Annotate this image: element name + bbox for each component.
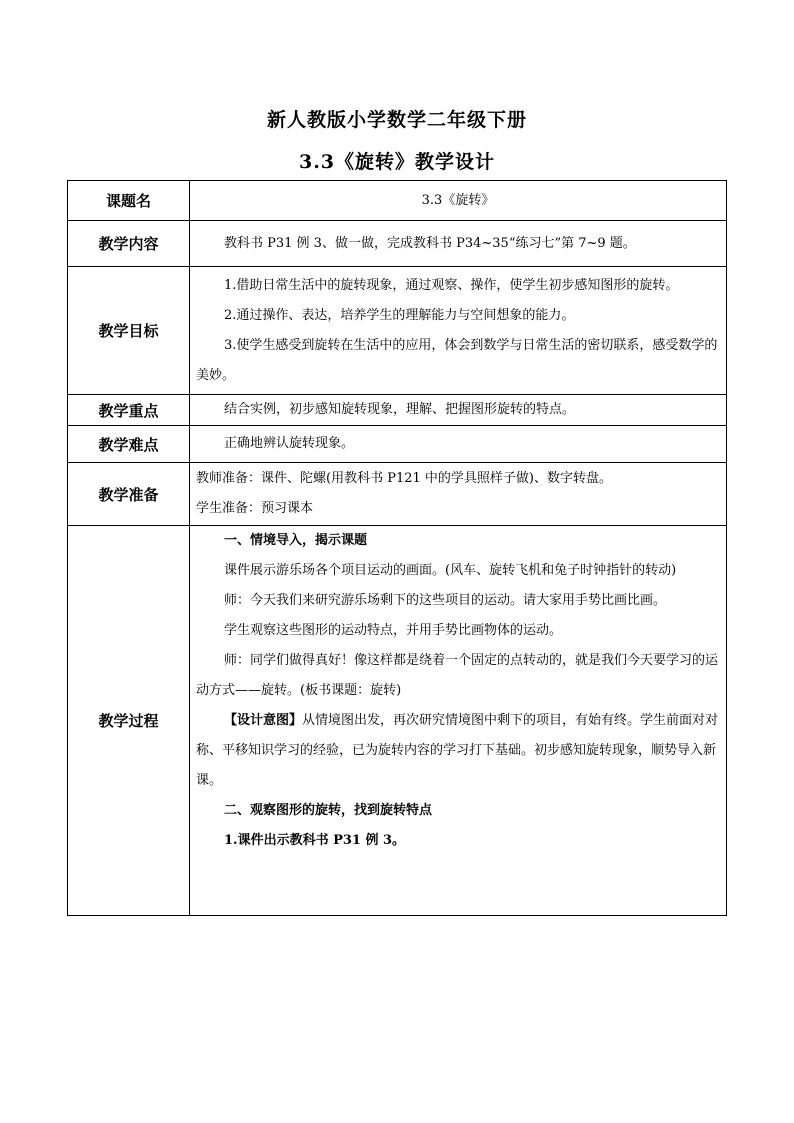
process-section-heading: 二、观察图形的旋转，找到旋转特点 xyxy=(224,803,433,818)
row-difficulties xyxy=(68,426,727,463)
goal-item: 3.使学生感受到旋转在生活中的应用，体会到数学与日常生活的密切联系，感受数学的美妙。 xyxy=(196,337,718,383)
key-points-value: 结合实例，初步感知旋转现象，理解、把握图形旋转的特点。 xyxy=(190,395,727,426)
topic-label: 课题名 xyxy=(68,181,190,221)
goal-item: 1.借助日常生活中的旋转现象，通过观察、操作，使学生初步感知图形的旋转。 xyxy=(224,277,679,293)
document-subtitle: 3.3《旋转》教学设计 xyxy=(298,151,496,173)
content-value: 教科书 P31 例 3、做一做，完成教科书 P34~35“练习七”第 7~9 题。 xyxy=(190,221,727,267)
row-process xyxy=(68,526,727,916)
row-preparation xyxy=(68,463,727,526)
process-paragraph: 师：今天我们来研究游乐场剩下的这些项目的运动。请大家用手势比画比画。 xyxy=(224,593,667,608)
process-step: 1.课件出示教科书 P31 例 3。 xyxy=(224,833,406,848)
difficulties-value: 正确地辨认旋转现象。 xyxy=(190,426,727,463)
lesson-plan-table xyxy=(67,180,727,916)
row-content xyxy=(68,221,727,267)
design-intent-paragraph xyxy=(196,706,720,796)
topic-value: 3.3《旋转》 xyxy=(190,181,727,221)
process-section-heading: 一、情境导入，揭示课题 xyxy=(224,533,368,548)
design-intent-text: 从情境图出发，再次研究情境图中剩下的项目，有始有终。学生前面对对称、平移知识学习的经验，已为旋转内容的学习打下基础。初步感知旋转现象，顺势导入新课。 xyxy=(196,713,719,788)
student-preparation: 学生准备：预习课本 xyxy=(196,501,314,516)
process-paragraph: 师：同学们做得真好！像这样都是绕着一个固定的点转动的，就是我们今天要学习的运动方式——旋转。(板书课题：旋转) xyxy=(196,653,719,698)
teacher-preparation: 教师准备：课件、陀螺(用教科书 P121 中的学具照样子做)、数字转盘。 xyxy=(196,471,612,486)
process-paragraph: 学生观察这些图形的运动特点，并用手势比画物体的运动。 xyxy=(224,623,563,638)
goals-label: 教学目标 xyxy=(68,267,190,395)
row-goals xyxy=(68,267,727,395)
design-intent-tag: 【设计意图】 xyxy=(224,713,303,728)
row-topic xyxy=(68,181,727,221)
key-points-label: 教学重点 xyxy=(68,395,190,426)
goal-item: 2.通过操作、表达，培养学生的理解能力与空间想象的能力。 xyxy=(224,307,575,323)
process-paragraph: 课件展示游乐场各个项目运动的画面。(风车、旋转飞机和兔子时钟指针的转动) xyxy=(224,563,677,578)
preparation-label: 教学准备 xyxy=(68,463,190,526)
row-key-points xyxy=(68,395,727,426)
difficulties-label: 教学难点 xyxy=(68,426,190,463)
content-label: 教学内容 xyxy=(68,221,190,267)
process-label: 教学过程 xyxy=(68,526,190,916)
document-title: 新人教版小学数学二年级下册 xyxy=(266,109,527,131)
